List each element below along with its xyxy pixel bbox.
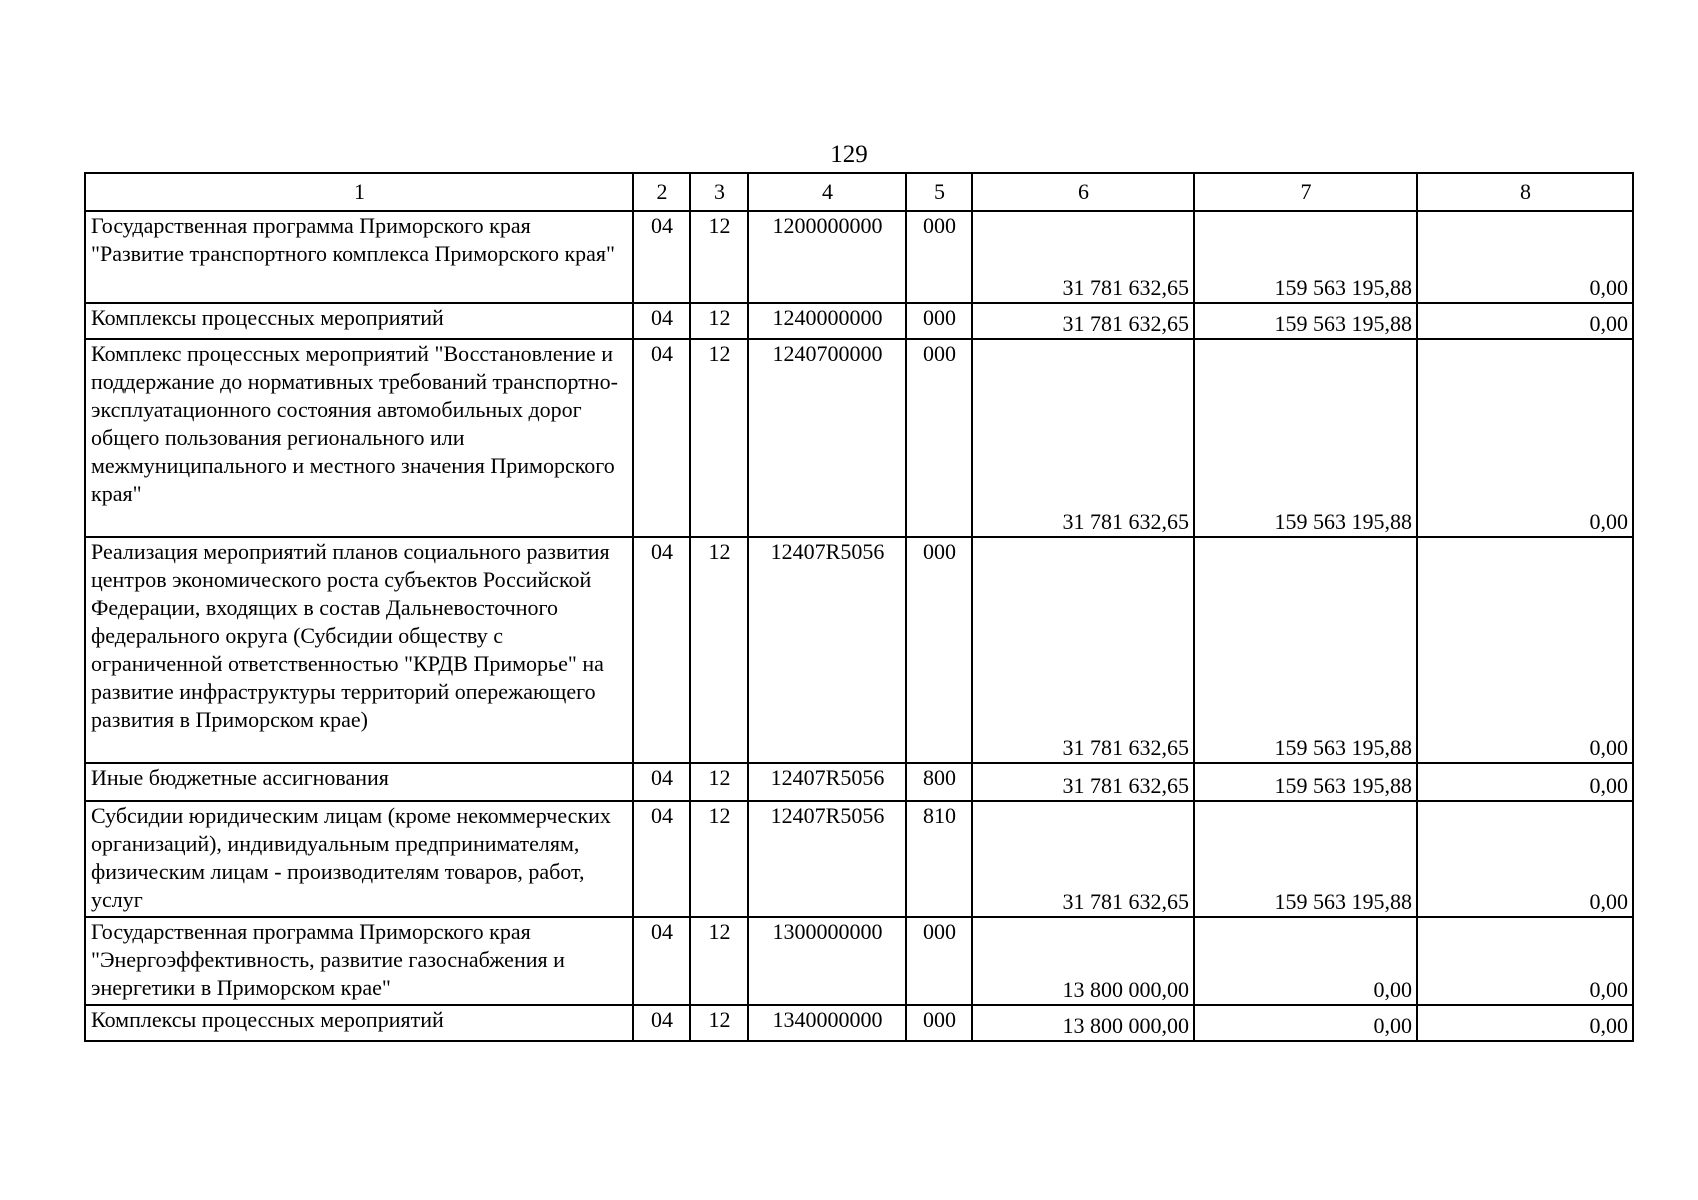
column-header-5: 5 (906, 173, 972, 211)
row-name-cell: Реализация мероприятий планов социального развития центров экономического роста субъектов Российской Федерации, входящих в состав Дальневосточного федерального округа (Субсидии обществу с ограниченной ответственностью "КРДВ Приморье" на развитие инфраструктуры территорий опережающего развития в Приморском крае) (85, 537, 633, 763)
row-amount-col6-cell: 31 781 632,65 (972, 211, 1194, 303)
table-row (85, 763, 1633, 801)
row-section-cell: 04 (633, 763, 690, 801)
row-amount-col8-cell: 0,00 (1417, 763, 1633, 801)
table-row (85, 339, 1633, 537)
row-section-cell: 04 (633, 801, 690, 917)
row-section-cell: 04 (633, 537, 690, 763)
column-header-8: 8 (1417, 173, 1633, 211)
table-row (85, 211, 1633, 303)
row-target-article-cell: 1300000000 (748, 917, 906, 1005)
row-target-article-cell: 1200000000 (748, 211, 906, 303)
row-subsection-cell: 12 (690, 763, 748, 801)
row-amount-col7-cell: 0,00 (1194, 917, 1417, 1005)
row-expense-type-cell: 000 (906, 339, 972, 537)
column-header-4: 4 (748, 173, 906, 211)
row-amount-col7-cell: 159 563 195,88 (1194, 339, 1417, 537)
table-row (85, 1005, 1633, 1041)
row-amount-col8-cell: 0,00 (1417, 537, 1633, 763)
row-name-cell: Иные бюджетные ассигнования (85, 763, 633, 801)
row-subsection-cell: 12 (690, 303, 748, 339)
column-header-3: 3 (690, 173, 748, 211)
table-row (85, 537, 1633, 763)
row-section-cell: 04 (633, 339, 690, 537)
row-expense-type-cell: 810 (906, 801, 972, 917)
row-target-article-cell: 12407R5056 (748, 801, 906, 917)
row-expense-type-cell: 000 (906, 1005, 972, 1041)
row-section-cell: 04 (633, 211, 690, 303)
row-expense-type-cell: 000 (906, 211, 972, 303)
column-header-6: 6 (972, 173, 1194, 211)
row-amount-col6-cell: 31 781 632,65 (972, 763, 1194, 801)
row-amount-col6-cell: 31 781 632,65 (972, 339, 1194, 537)
row-amount-col8-cell: 0,00 (1417, 211, 1633, 303)
column-header-1: 1 (85, 173, 633, 211)
row-expense-type-cell: 000 (906, 917, 972, 1005)
row-name-cell: Государственная программа Приморского края "Развитие транспортного комплекса Приморского края" (85, 211, 633, 303)
budget-table (84, 172, 1634, 1042)
row-section-cell: 04 (633, 917, 690, 1005)
row-expense-type-cell: 000 (906, 303, 972, 339)
table-body (85, 211, 1633, 1041)
row-target-article-cell: 12407R5056 (748, 537, 906, 763)
row-target-article-cell: 12407R5056 (748, 763, 906, 801)
column-header-row (85, 173, 1633, 211)
row-amount-col7-cell: 159 563 195,88 (1194, 537, 1417, 763)
row-amount-col8-cell: 0,00 (1417, 1005, 1633, 1041)
row-section-cell: 04 (633, 303, 690, 339)
column-header-7: 7 (1194, 173, 1417, 211)
column-header-2: 2 (633, 173, 690, 211)
row-subsection-cell: 12 (690, 211, 748, 303)
row-amount-col7-cell: 159 563 195,88 (1194, 763, 1417, 801)
table-row (85, 801, 1633, 917)
row-amount-col6-cell: 31 781 632,65 (972, 303, 1194, 339)
row-subsection-cell: 12 (690, 339, 748, 537)
row-amount-col6-cell: 13 800 000,00 (972, 1005, 1194, 1041)
row-amount-col8-cell: 0,00 (1417, 303, 1633, 339)
row-amount-col7-cell: 159 563 195,88 (1194, 211, 1417, 303)
row-subsection-cell: 12 (690, 801, 748, 917)
row-name-cell: Комплекс процессных мероприятий "Восстановление и поддержание до нормативных требований транспортно-эксплуатационного состояния автомобильных дорог общего пользования регионального или межмуниципального и местного значения Приморского края" (85, 339, 633, 537)
row-target-article-cell: 1240000000 (748, 303, 906, 339)
row-target-article-cell: 1340000000 (748, 1005, 906, 1041)
row-amount-col7-cell: 159 563 195,88 (1194, 801, 1417, 917)
row-amount-col6-cell: 31 781 632,65 (972, 537, 1194, 763)
row-amount-col8-cell: 0,00 (1417, 917, 1633, 1005)
row-subsection-cell: 12 (690, 917, 748, 1005)
row-section-cell: 04 (633, 1005, 690, 1041)
row-name-cell: Субсидии юридическим лицам (кроме некоммерческих организаций), индивидуальным предпринимателям, физическим лицам - производителям товаров, работ, услуг (85, 801, 633, 917)
row-subsection-cell: 12 (690, 537, 748, 763)
row-amount-col8-cell: 0,00 (1417, 339, 1633, 537)
row-name-cell: Комплексы процессных мероприятий (85, 1005, 633, 1041)
row-amount-col7-cell: 0,00 (1194, 1005, 1417, 1041)
row-amount-col6-cell: 13 800 000,00 (972, 917, 1194, 1005)
row-expense-type-cell: 000 (906, 537, 972, 763)
row-amount-col7-cell: 159 563 195,88 (1194, 303, 1417, 339)
table-row (85, 917, 1633, 1005)
page-number: 129 (830, 141, 868, 168)
row-expense-type-cell: 800 (906, 763, 972, 801)
row-target-article-cell: 1240700000 (748, 339, 906, 537)
row-name-cell: Комплексы процессных мероприятий (85, 303, 633, 339)
row-subsection-cell: 12 (690, 1005, 748, 1041)
row-amount-col8-cell: 0,00 (1417, 801, 1633, 917)
row-name-cell: Государственная программа Приморского края "Энергоэффективность, развитие газоснабжения и энергетики в Приморском крае" (85, 917, 633, 1005)
row-amount-col6-cell: 31 781 632,65 (972, 801, 1194, 917)
table-row (85, 303, 1633, 339)
